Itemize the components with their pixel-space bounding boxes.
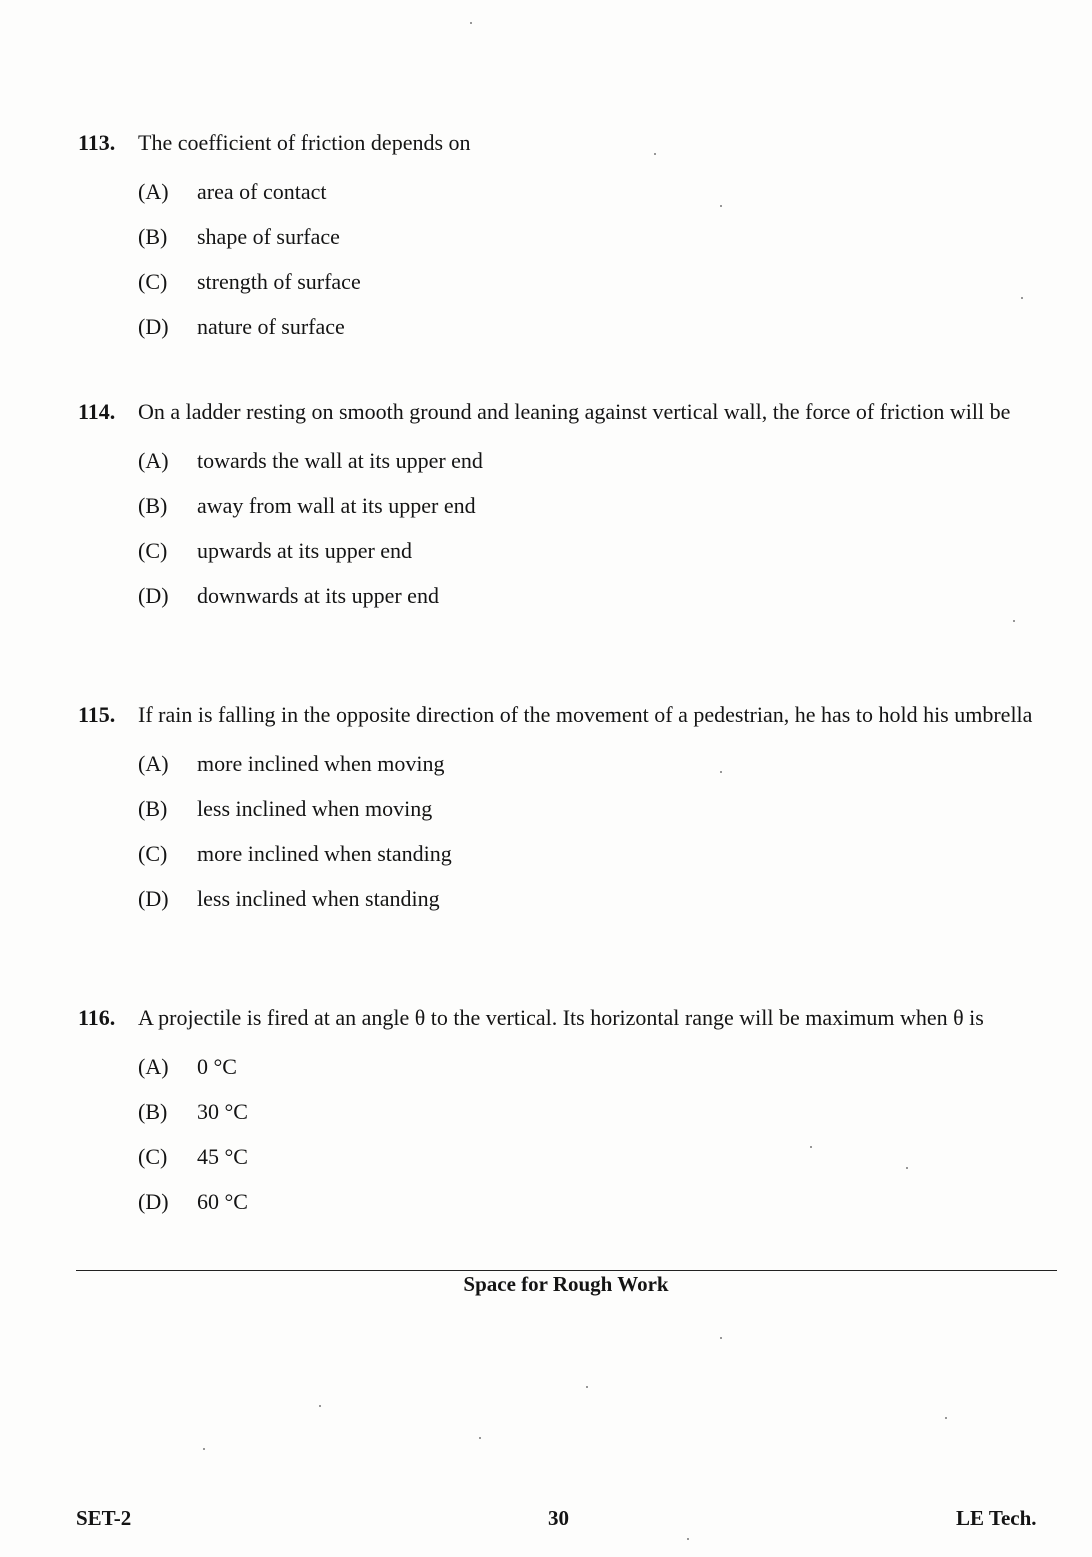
question-text: A projectile is fired at an angle θ to the vertical. Its horizontal range will be maximum when θ is bbox=[138, 1005, 984, 1030]
option-text: shape of surface bbox=[197, 224, 340, 249]
options-list bbox=[138, 741, 1048, 921]
scan-speck bbox=[1021, 297, 1023, 299]
scan-speck bbox=[687, 1538, 689, 1540]
option-text: 30 °C bbox=[197, 1099, 248, 1124]
footer-set: SET-2 bbox=[76, 1506, 132, 1530]
option-a bbox=[138, 438, 1048, 483]
option-c bbox=[138, 831, 1048, 876]
question-number: 113. bbox=[78, 130, 116, 155]
option-label: (D) bbox=[138, 314, 169, 339]
option-d bbox=[138, 876, 1048, 921]
option-text: more inclined when moving bbox=[197, 751, 445, 776]
option-c bbox=[138, 259, 1048, 304]
question-text: If rain is falling in the opposite direction of the movement of a pedestrian, he has to hold his umbrella bbox=[138, 702, 1033, 727]
option-b bbox=[138, 786, 1048, 831]
option-text: area of contact bbox=[197, 179, 327, 204]
option-d bbox=[138, 1179, 1048, 1224]
scan-speck bbox=[720, 771, 722, 773]
scan-speck bbox=[720, 1337, 722, 1339]
option-label: (A) bbox=[138, 448, 169, 473]
option-label: (C) bbox=[138, 538, 168, 563]
option-label: (D) bbox=[138, 1189, 169, 1214]
scan-speck bbox=[470, 22, 472, 24]
options-list bbox=[138, 438, 1048, 618]
question-114 bbox=[78, 395, 1048, 618]
scan-speck bbox=[1013, 620, 1015, 622]
options-list bbox=[138, 169, 1048, 349]
option-text: away from wall at its upper end bbox=[197, 493, 476, 518]
question-number: 114. bbox=[78, 399, 116, 424]
option-text: 0 °C bbox=[197, 1054, 237, 1079]
option-label: (D) bbox=[138, 583, 169, 608]
option-label: (B) bbox=[138, 796, 168, 821]
option-a bbox=[138, 169, 1048, 214]
scan-speck bbox=[654, 153, 656, 155]
footer-paper-code: LE Tech. bbox=[956, 1506, 1037, 1530]
option-d bbox=[138, 573, 1048, 618]
footer-page-number: 30 bbox=[548, 1506, 569, 1530]
option-label: (B) bbox=[138, 493, 168, 518]
question-116 bbox=[78, 1001, 1048, 1224]
option-b bbox=[138, 214, 1048, 259]
option-text: towards the wall at its upper end bbox=[197, 448, 483, 473]
scan-speck bbox=[586, 1386, 588, 1388]
option-label: (B) bbox=[138, 1099, 168, 1124]
divider-line bbox=[76, 1270, 1057, 1271]
scan-speck bbox=[479, 1437, 481, 1439]
question-113 bbox=[78, 126, 1048, 349]
option-c bbox=[138, 528, 1048, 573]
option-text: 60 °C bbox=[197, 1189, 248, 1214]
option-label: (A) bbox=[138, 1054, 169, 1079]
option-c bbox=[138, 1134, 1048, 1179]
question-number: 116. bbox=[78, 1005, 116, 1030]
scan-speck bbox=[945, 1417, 947, 1419]
question-number: 115. bbox=[78, 702, 116, 727]
option-text: 45 °C bbox=[197, 1144, 248, 1169]
scan-speck bbox=[906, 1167, 908, 1169]
option-text: downwards at its upper end bbox=[197, 583, 439, 608]
question-text: On a ladder resting on smooth ground and leaning against vertical wall, the force of friction will be bbox=[138, 399, 1011, 424]
rough-work-label: Space for Rough Work bbox=[463, 1272, 669, 1296]
option-text: more inclined when standing bbox=[197, 841, 452, 866]
option-b bbox=[138, 1089, 1048, 1134]
scan-speck bbox=[720, 205, 722, 207]
option-label: (B) bbox=[138, 224, 168, 249]
scan-speck bbox=[319, 1405, 321, 1407]
option-text: upwards at its upper end bbox=[197, 538, 413, 563]
option-label: (C) bbox=[138, 269, 168, 294]
question-text: The coefficient of friction depends on bbox=[138, 130, 471, 155]
option-text: less inclined when standing bbox=[197, 886, 440, 911]
option-label: (C) bbox=[138, 841, 168, 866]
option-label: (D) bbox=[138, 886, 169, 911]
option-text: nature of surface bbox=[197, 314, 345, 339]
option-text: strength of surface bbox=[197, 269, 361, 294]
options-list bbox=[138, 1044, 1048, 1224]
option-d bbox=[138, 304, 1048, 349]
option-text: less inclined when moving bbox=[197, 796, 433, 821]
option-label: (C) bbox=[138, 1144, 168, 1169]
option-label: (A) bbox=[138, 751, 169, 776]
scan-speck bbox=[810, 1146, 812, 1148]
option-label: (A) bbox=[138, 179, 169, 204]
option-a bbox=[138, 741, 1048, 786]
option-a bbox=[138, 1044, 1048, 1089]
scan-speck bbox=[203, 1448, 205, 1450]
option-b bbox=[138, 483, 1048, 528]
question-115 bbox=[78, 698, 1048, 921]
